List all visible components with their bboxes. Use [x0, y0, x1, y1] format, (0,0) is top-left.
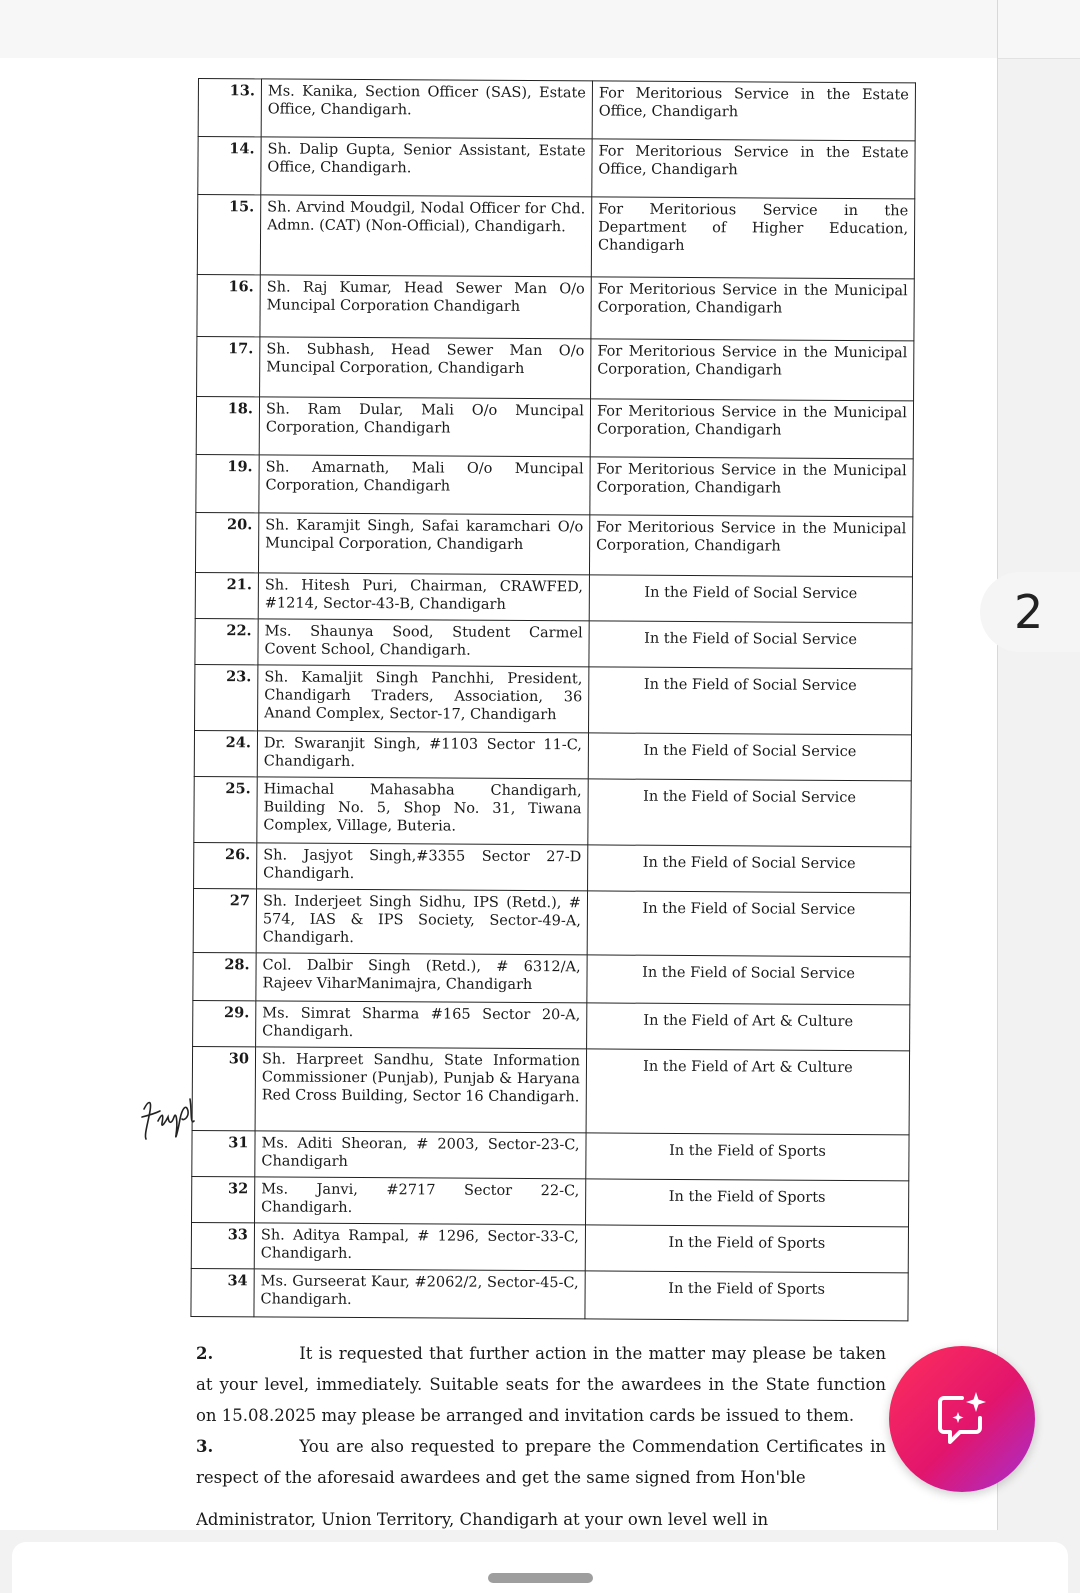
awardee-name-address: Sh. Ram Dular, Mali O/o Muncipal Corporation, Chandigarh [259, 397, 590, 457]
awardee-name-address: Ms. Gurseerat Kaur, #2062/2, Sector-45-C, Chandigarh. [254, 1269, 585, 1319]
viewer-bottom-bar [0, 1530, 1080, 1593]
document-page [0, 58, 997, 1530]
serial-number: 16. [197, 274, 260, 336]
table-row [198, 79, 915, 141]
table-row [193, 952, 910, 1004]
paragraph-text: You are also requested to prepare the Commendation Certificates in respect of the aforesaid awardees and get the same signed from Hon'ble [196, 1437, 886, 1487]
paragraph-text: It is requested that further action in the matter may please be taken at your level, immediately. Suitable seats for the awardees in the State function on 15.08.2025 may please be arranged and invitation cards be issued to them. [196, 1344, 886, 1425]
table-row [192, 1176, 909, 1226]
table-row [198, 137, 915, 199]
bottom-sheet-edge [12, 1542, 1068, 1593]
serial-number: 19. [196, 454, 259, 512]
award-field: In the Field of Art & Culture [586, 1049, 910, 1135]
ai-assistant-button[interactable] [889, 1346, 1035, 1492]
award-field: For Meritorious Service in the Municipal Corporation, Chandigarh [590, 457, 913, 517]
serial-number: 34 [191, 1268, 254, 1316]
award-field: For Meritorious Service in the Municipal Corporation, Chandigarh [591, 277, 914, 341]
award-field: For Meritorious Service in the Estate Office, Chandigarh [592, 139, 915, 199]
serial-number: 27 [193, 888, 256, 952]
signature-icon [138, 1091, 202, 1149]
awardee-name-address: Sh. Harpreet Sandhu, State Information Commissioner (Punjab), Punjab & Haryana Red Cross Building, Sector 16 Chandigarh. [255, 1047, 587, 1133]
award-field: For Meritorious Service in the Municipal Corporation, Chandigarh [589, 515, 912, 577]
page-edge-divider [997, 0, 998, 1530]
award-field: In the Field of Social Service [589, 667, 912, 735]
award-field: For Meritorious Service in the Municipal Corporation, Chandigarh [591, 339, 914, 401]
serial-number: 13. [198, 79, 261, 137]
awardee-name-address: Sh. Subhash, Head Sewer Man O/o Muncipal Corporation, Chandigarh [260, 337, 591, 399]
award-field: In the Field of Social Service [589, 621, 912, 669]
awardee-name-address: Ms. Aditi Sheoran, # 2003, Sector-23-C, Chandigarh [255, 1131, 586, 1179]
award-field: In the Field of Social Service [588, 733, 911, 781]
awardee-name-address: Ms. Shaunya Sood, Student Carmel Covent School, Chandigarh. [258, 619, 589, 667]
awardee-name-address: Ms. Janvi, #2717 Sector 22-C, Chandigarh. [255, 1177, 586, 1225]
serial-number: 18. [196, 396, 259, 454]
serial-number: 14. [198, 137, 261, 195]
award-field: In the Field of Social Service [588, 845, 911, 893]
table-row [193, 1000, 910, 1050]
viewer-top-bar [0, 0, 1080, 59]
awardee-name-address: Sh. Raj Kumar, Head Sewer Man O/o Muncipal Corporation Chandigarh [260, 275, 591, 339]
gesture-home-bar[interactable] [488, 1573, 593, 1583]
paragraph-number: 3. [196, 1437, 214, 1456]
serial-number: 21. [195, 572, 258, 618]
award-field: In the Field of Sports [586, 1133, 909, 1181]
page-number-indicator[interactable]: 2 [980, 572, 1080, 652]
serial-number: 24. [194, 730, 257, 776]
table-row [194, 842, 911, 892]
awardee-name-address: Sh. Arvind Moudgil, Nodal Officer for Chd. Admn. (CAT) (Non-Official), Chandigarh. [260, 195, 591, 277]
table-row [197, 336, 914, 400]
awardee-name-address: Ms. Kanika, Section Officer (SAS), Estate Office, Chandigarh. [261, 79, 592, 139]
awardee-name-address: Himachal Mahasabha Chandigarh, Building No. 5, Shop No. 31, Tiwana Complex, Village, Buteria. [257, 777, 588, 845]
paragraph-3-cutoff-line: Administrator, Union Territory, Chandigarh at your own level well in [196, 1510, 769, 1529]
awardee-name-address: Ms. Simrat Sharma #165 Sector 20-A, Chandigarh. [256, 1001, 587, 1049]
serial-number: 23. [195, 664, 258, 730]
awardee-name-address: Sh. Aditya Rampal, # 1296, Sector-33-C, Chandigarh. [254, 1223, 585, 1271]
table-row [192, 1046, 909, 1134]
paragraph-2 [196, 1338, 886, 1431]
awardee-name-address: Sh. Dalip Gupta, Senior Assistant, Estate Office, Chandigarh. [261, 137, 592, 197]
awardee-name-address: Col. Dalbir Singh (Retd.), # 6312/A, Rajeev ViharManimajra, Chandigarh [256, 953, 587, 1003]
table-row [194, 776, 911, 846]
table-row [195, 618, 912, 668]
table-row [196, 454, 913, 516]
table-row [191, 1222, 908, 1272]
table-row [196, 396, 913, 458]
award-field: For Meritorious Service in the Estate Office, Chandigarh [592, 81, 915, 141]
sparkle-chat-icon [932, 1390, 992, 1448]
serial-number: 25. [194, 776, 257, 842]
serial-number: 31 [192, 1130, 255, 1176]
awardee-name-address: Sh. Karamjit Singh, Safai karamchari O/o Muncipal Corporation, Chandigarh [258, 513, 589, 575]
serial-number: 29. [193, 1000, 256, 1046]
table-row [195, 664, 912, 734]
table-row [193, 888, 910, 956]
award-field: For Meritorious Service in the Department of Higher Education, Chandigarh [591, 197, 914, 279]
award-field: For Meritorious Service in the Municipal Corporation, Chandigarh [590, 399, 913, 459]
serial-number: 30 [192, 1046, 256, 1130]
awardee-name-address: Sh. Inderjeet Singh Sidhu, IPS (Retd.), # 574, IAS & IPS Society, Sector-49-A, Chandigarh. [256, 889, 587, 955]
award-field: In the Field of Social Service [588, 779, 911, 847]
awardee-name-address: Sh. Kamaljit Singh Panchhi, President, Chandigarh Traders, Association, 36 Anand Complex, Sector-17, Chandigarh [258, 665, 589, 733]
awardee-name-address: Sh. Hitesh Puri, Chairman, CRAWFED, #1214, Sector-43-B, Chandigarh [258, 573, 589, 621]
serial-number: 17. [197, 336, 260, 396]
award-field: In the Field of Social Service [587, 955, 910, 1005]
paragraph-3 [196, 1431, 886, 1493]
table-row [191, 1268, 908, 1320]
award-field: In the Field of Social Service [589, 575, 912, 623]
table-row [197, 195, 914, 279]
awardee-name-address: Dr. Swaranjit Singh, #1103 Sector 11-C, Chandigarh. [257, 731, 588, 779]
table-row [195, 512, 912, 576]
serial-number: 22. [195, 618, 258, 664]
serial-number: 32 [192, 1176, 255, 1222]
award-field: In the Field of Sports [585, 1271, 908, 1321]
award-field: In the Field of Sports [585, 1225, 908, 1273]
serial-number: 15. [197, 195, 260, 275]
serial-number: 33 [191, 1222, 254, 1268]
paragraph-number: 2. [196, 1344, 214, 1363]
awardee-name-address: Sh. Jasjyot Singh,#3355 Sector 27-D Chandigarh. [257, 843, 588, 891]
table-row [195, 572, 912, 622]
serial-number: 26. [194, 842, 257, 888]
serial-number: 20. [195, 512, 258, 572]
awardee-name-address: Sh. Amarnath, Mali O/o Muncipal Corporation, Chandigarh [259, 455, 590, 515]
serial-number: 28. [193, 952, 256, 1000]
awards-table [190, 78, 916, 1321]
table-row [197, 274, 914, 340]
award-field: In the Field of Sports [586, 1179, 909, 1227]
award-field: In the Field of Art & Culture [587, 1003, 910, 1051]
table-row [192, 1130, 909, 1180]
award-field: In the Field of Social Service [587, 891, 910, 957]
table-row [194, 730, 911, 780]
